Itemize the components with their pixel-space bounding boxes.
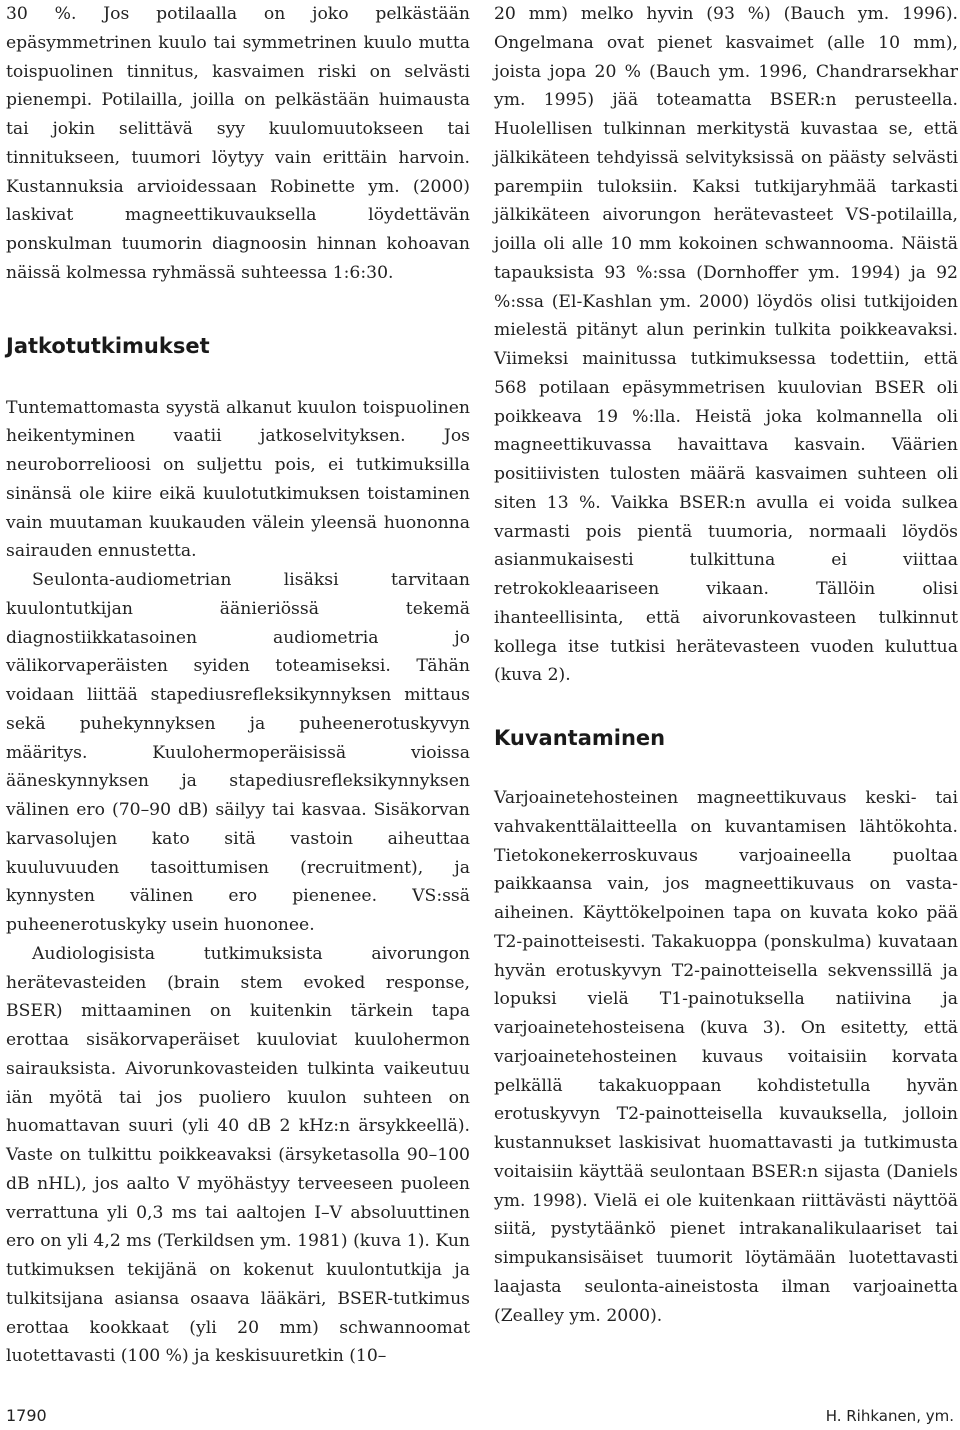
paragraph-kuvantaminen: Varjoainetehosteinen magneettikuvaus keski- tai vahvakenttälaitteella on kuvantamisen lähtökohta. Tietokonekerroskuvaus varjoaineella puoltaa paikkaansa vain, jos magneettikuvaus on vasta-aiheinen. Käyttökelpoinen tapa on kuvata koko pää T2-painotteisesti. Takakuoppa (ponskulma) kuvataan hyvän erotuskyvyn T2-painotteisella sekvenssillä ja lopuksi vielä T1-painotuksella natiivina ja varjoainetehosteisena (kuva 3). On esitetty, että varjoainetehosteinen kuvaus voitaisiin korvata pelkällä takakuoppaan kohdistetulla hyvän erotuskyvyn T2-painotteisella kuvauksella, jolloin kustannukset laskisivat huomattavasti ja tutkimusta voitaisiin käyttää seulontaan BSER:n sijasta (Daniels ym. 1998). Vielä ei ole kuitenkaan riittävästi näyttöä siitä, pystytäänkö pienet intrakanalikulaariset tai simpukansisäiset tuumorit löytämään luotettavasti laajasta seulonta-aineistosta ilman varjoainetta (Zealley ym. 2000). (494, 788, 958, 1326)
intro-paragraph: 30 %. Jos potilaalla on joko pelkästään epäsymmetrinen kuulo tai symmetrinen kuulo mutta toispuolinen tinnitus, kasvaimen riski on selvästi pienempi. Potilailla, joilla on pelkästään huimausta tai jokin selittävä syy kuulomuutokseen tai tinnitukseen, tuumori löytyy vain erittäin harvoin. Kustannuksia arvioidessaan Robinette ym. (2000) laskivat magneettikuvauksella löydettävän ponskulman tuumorin diagnoosin hinnan kohoavan näissä kolmessa ryhmässä suhteessa 1:6:30. (6, 4, 470, 283)
continued-paragraph: 20 mm) melko hyvin (93 %) (Bauch ym. 1996). Ongelmana ovat pienet kasvaimet (alle 10 mm), joista jopa 20 % (Bauch ym. 1996, Chandrarsekhar ym. 1995) jää toteamatta BSER:n perusteella. Huolellisen tulkinnan merkitystä kuvastaa se, että jälkikäteen tehdyissä selvityksissä on päästy selvästi parempiin tuloksiin. Kaksi tutkijaryhmää tarkasti jälkikäteen aivorungon herätevasteet VS-potilailla, joilla oli alle 10 mm kokoinen schwannooma. Näistä tapauksista 93 %:ssa (Dornhoffer ym. 1994) ja 92 %:ssa (El-Kashlan ym. 2000) löydös olisi tutkijoiden mielestä pitänyt alun perinkin tulkita poikkeavaksi. Viimeksi mainitussa tutkimuksessa todettiin, että 568 potilaan epäsymmetrisen kuulovian BSER oli poikkeava 19 %:lla. Heistä joka kolmannella oli magneettikuvassa havaittava kasvain. Väärien positiivisten tulosten määrä kasvaimen suhteen oli siten 13 %. Vaikka BSER:n avulla ei voida sulkea varmasti pois pientä tuumoria, normaali löydös asianmukaisesti tulkittuna ei viittaa retrokokleaariseen vikaan. Tällöin olisi ihanteellisinta, että aivorunkovasteen tulkinnut kollega itse tutkisi herätevasteen vuoden kuluttua (kuva 2). (494, 4, 958, 686)
section-heading-kuvantaminen: Kuvantaminen (494, 726, 666, 750)
paragraph-2: Seulonta-audiometrian lisäksi tarvitaan kuulontutkijan äänieriössä tekemä diagnostiikkatasoinen audiometria jo välikorvaperäisten syiden toteamiseksi. Tähän voidaan liittää stapediusrefleksikynnyksen mittaus sekä puhekynnyksen ja puheenerotuskyvyn määritys. Kuulohermoperäisissä vioissa ääneskynnyksen ja stapediusrefleksikynnyksen välinen ero (70–90 dB) säilyy tai kasvaa. Sisäkorvan karvasolujen kato sitä vastoin aiheuttaa kuuluvuuden tasoittumisen (recruitment), ja kynnysten välinen ero pienenee. VS:ssä puheenerotuskyky usein huononee. (6, 570, 470, 935)
section-heading-jatkotutkimukset: Jatkotutkimukset (6, 333, 210, 358)
running-author: H. Rihkanen, ym. (825, 1407, 954, 1425)
right-column (494, 0, 958, 1330)
paragraph-3: Audiologisista tutkimuksista aivorungon herätevasteiden (brain stem evoked response, BSER) mittaaminen on kuitenkin tärkein tapa erottaa sisäkorvaperäiset kuuloviat kuulohermon sairauksista. Aivorunkovasteiden tulkinta vaikeutuu iän myötä tai jos puoliero kuulon suhteen on huomattavan suuri (yli 40 dB 2 kHz:n ärsykkeellä). Vaste on tulkittu poikkeavaksi (ärsyketasolla 90–100 dB nHL), jos aalto V myöhästyy terveeseen puoleen verrattuna yli 0,3 ms tai aaltojen I–V absoluuttinen ero on yli 4,2 ms (Terkildsen ym. 1981) (kuva 1). Kun tutkimuksen tekijänä on kokenut kuulontutkija ja tulkitsijana asiansa osaava lääkäri, BSER-tutkimus erottaa kookkaat (yli 20 mm) schwannoomat luotettavasti (100 %) ja keskisuuretkin (10– (6, 943, 470, 1367)
paragraph-1: Tuntemattomasta syystä alkanut kuulon toispuolinen heikentyminen vaatii jatkoselvityksen. Jos neuroborrelioosi on suljettu pois, ei tutkimuksilla sinänsä ole kiire eikä kuulotutkimuksen toistaminen vain muutaman kuukauden välein yleensä huononna sairauden ennustetta. (6, 397, 470, 562)
left-column (6, 0, 470, 1371)
page-number: 1790 (6, 1406, 47, 1425)
